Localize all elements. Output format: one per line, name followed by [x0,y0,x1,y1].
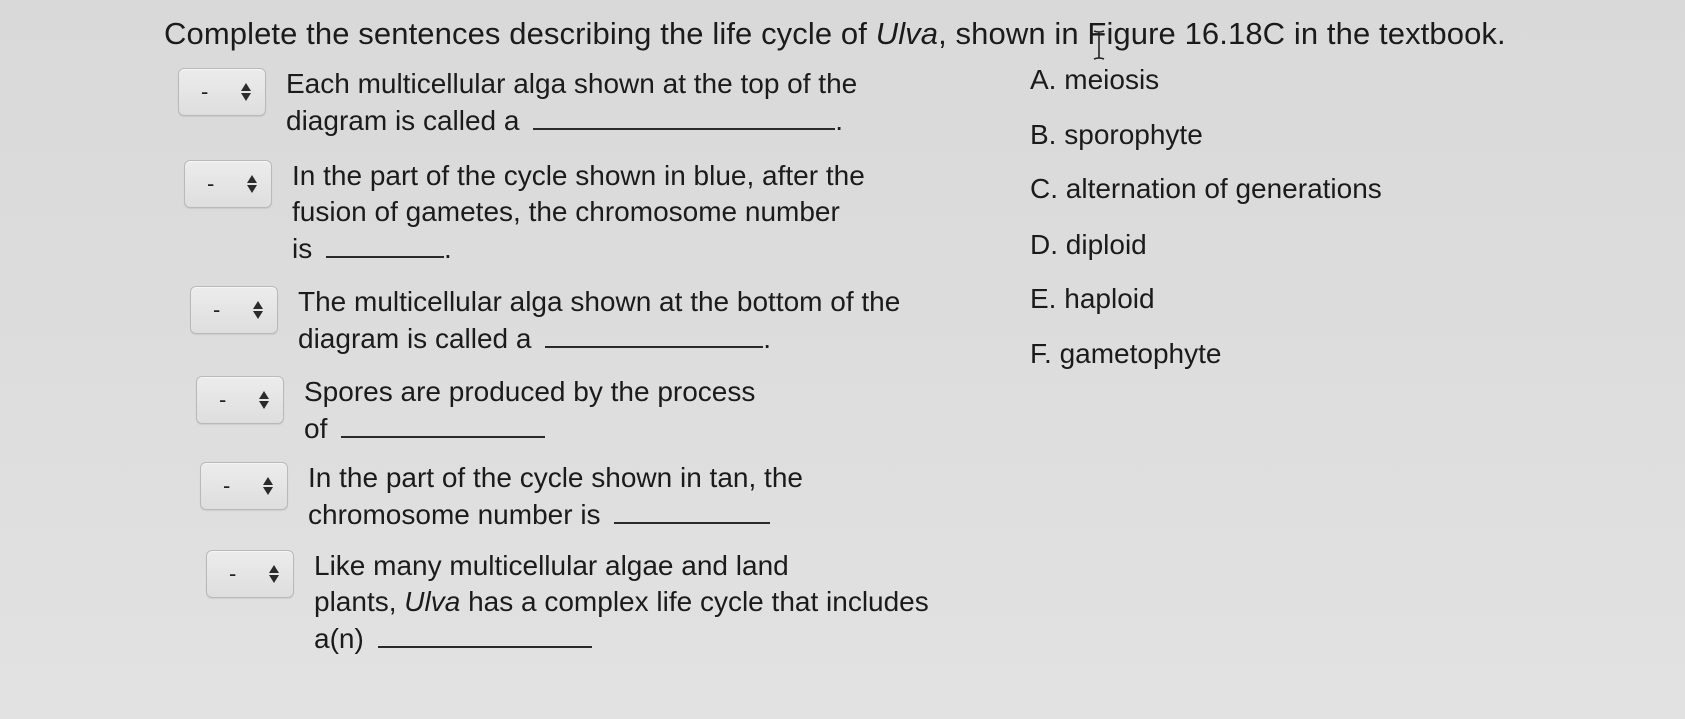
blank-5 [614,496,770,524]
up-down-arrows-icon [263,477,273,495]
question-2-text [292,158,865,267]
question-4-text [304,374,755,447]
question-5-text [308,460,803,533]
question-6-line-3 [314,620,929,657]
blank-6 [378,620,592,648]
option-d-letter: D. [1030,229,1058,260]
question-3-line-2 [298,320,900,357]
question-3 [190,284,900,357]
question-5 [200,460,803,533]
up-down-arrows-icon [269,565,279,583]
option-a-text: meiosis [1064,64,1160,95]
question-2-line-2: fusion of gametes, the chromosome number [292,196,840,227]
answer-select-4[interactable] [196,376,284,424]
answer-select-2-value: - [207,171,215,196]
question-5-line-1: In the part of the cycle shown in tan, the [308,462,803,493]
up-down-arrows-icon [253,301,263,319]
question-3-line-2-text: diagram is called a [298,323,532,354]
title-text-start: Complete the sentences describing the life cycle of [164,16,876,51]
option-a-letter: A. [1030,64,1057,95]
option-f [1030,336,1221,372]
question-5-line-2-text: chromosome number is [308,499,601,530]
option-d [1030,227,1147,263]
question-1-line-2 [286,102,857,139]
option-b [1030,117,1203,153]
answer-select-3-value: - [213,297,221,322]
answer-select-2[interactable] [184,160,272,208]
answer-select-3[interactable] [190,286,278,334]
blank-1 [533,102,835,130]
question-2-line-3-text: is [292,233,313,264]
question-1-end: . [835,105,844,136]
title-text-end: , shown in Figure 16.18C in the textbook. [938,16,1506,51]
option-c-letter: C. [1030,173,1058,204]
question-1-line-2-text: diagram is called a [286,105,520,136]
question-4 [196,374,755,447]
option-f-text: gametophyte [1059,338,1222,369]
option-f-letter: F. [1030,338,1052,369]
answer-select-6[interactable] [206,550,294,598]
question-2-line-3 [292,230,865,267]
question-1 [178,66,857,139]
question-2-end: . [444,233,452,264]
question-3-end: . [763,323,772,354]
up-down-arrows-icon [259,391,269,409]
answer-select-4-value: - [219,387,227,412]
question-6-line-2-post: has a complex life cycle that includes [460,586,929,617]
question-2-line-1: In the part of the cycle shown in blue, after the [292,160,865,191]
option-e [1030,281,1155,317]
option-b-text: sporophyte [1064,119,1203,150]
option-d-text: diploid [1065,229,1147,260]
option-e-letter: E. [1030,283,1057,314]
question-6 [206,548,929,657]
text-cursor-icon [1092,30,1106,60]
option-b-letter: B. [1030,119,1057,150]
option-c [1030,171,1382,207]
question-3-line-1: The multicellular alga shown at the bottom of the [298,286,901,317]
question-2 [184,158,865,267]
answer-select-6-value: - [229,561,237,586]
question-1-text [286,66,857,139]
blank-2 [326,230,444,258]
answer-select-5-value: - [223,473,231,498]
question-4-line-2 [304,410,755,447]
question-4-line-1: Spores are produced by the process [304,376,756,407]
option-e-text: haploid [1064,283,1155,314]
up-down-arrows-icon [241,83,251,101]
question-5-line-2 [308,496,803,533]
answer-select-1-value: - [201,79,209,104]
question-6-text [314,548,929,657]
question-6-line-1: Like many multicellular algae and land [314,550,789,581]
answer-select-1[interactable] [178,68,266,116]
question-6-line-3-text: a(n) [314,623,364,654]
question-4-line-2-text: of [304,413,328,444]
option-c-text: alternation of generations [1065,173,1382,204]
title-italic-genus: Ulva [875,16,939,51]
question-6-line-2 [314,584,929,620]
page-title [164,16,1506,52]
question-6-italic-genus: Ulva [404,586,461,617]
question-6-line-2-pre: plants, [314,586,405,617]
up-down-arrows-icon [247,175,257,193]
option-a [1030,62,1159,98]
question-3-text [298,284,900,357]
blank-4 [341,410,545,438]
answer-select-5[interactable] [200,462,288,510]
blank-3 [545,320,763,348]
question-1-line-1: Each multicellular alga shown at the top of the [286,68,858,99]
